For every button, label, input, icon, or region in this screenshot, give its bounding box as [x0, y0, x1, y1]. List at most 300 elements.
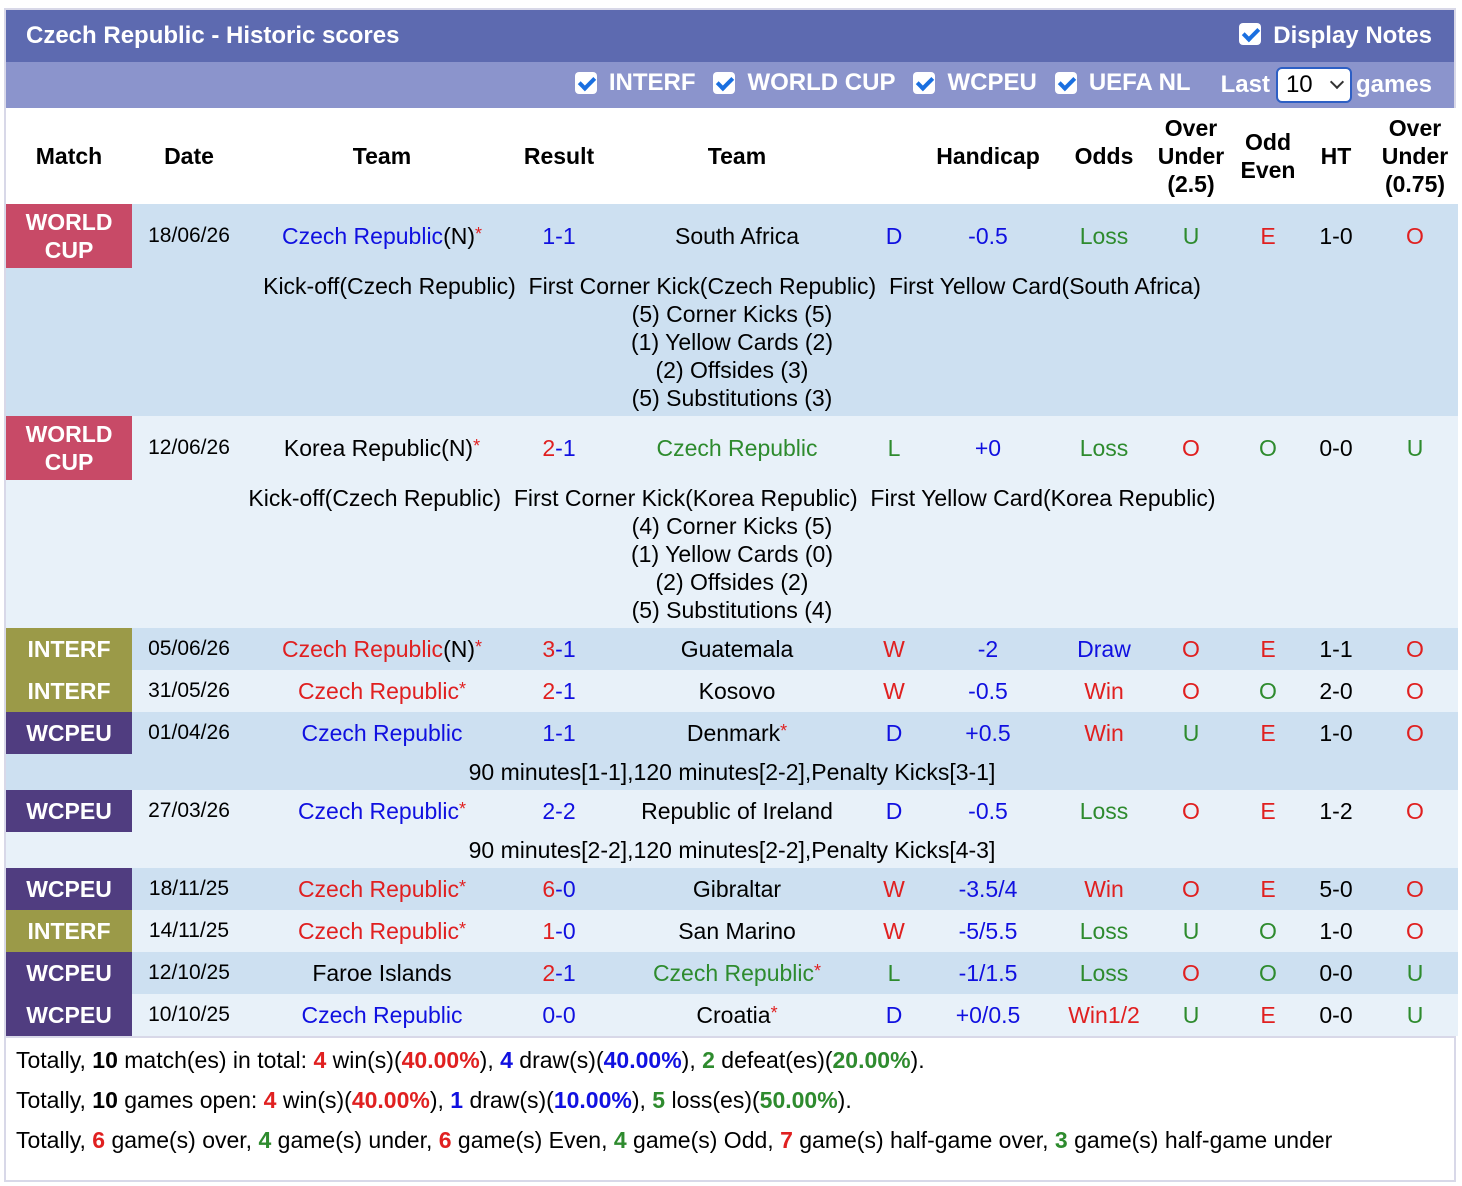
- odds-result: Loss: [1062, 910, 1146, 952]
- col-header-away-team: Team: [600, 108, 874, 204]
- table-row[interactable]: [6, 628, 1458, 670]
- games-label: games: [1355, 71, 1432, 98]
- away-team[interactable]: [600, 868, 874, 910]
- half-over-under-result: O: [1372, 628, 1458, 670]
- filter-uefa-nl[interactable]: [1055, 69, 1193, 97]
- summary-text: ),: [429, 1087, 451, 1113]
- summary-value: 3: [1054, 1127, 1068, 1153]
- odd-even-result: E: [1236, 204, 1300, 268]
- note-line: (5) Substitutions (3): [631, 385, 833, 411]
- last-games-value: 10: [1285, 71, 1313, 98]
- half-over-under-result: U: [1372, 952, 1458, 994]
- match-notes-row: [6, 832, 1458, 868]
- home-team-name[interactable]: Czech Republic: [297, 875, 460, 902]
- home-marker: *: [459, 876, 467, 897]
- half-time-score: 1-2: [1300, 790, 1372, 832]
- home-score: 2: [542, 434, 556, 461]
- summary-text: ),: [631, 1087, 653, 1113]
- match-date: 18/06/26: [132, 204, 246, 268]
- odd-even-result: O: [1236, 670, 1300, 712]
- match-result: D: [874, 790, 914, 832]
- competition-badge[interactable]: [6, 628, 132, 670]
- score-separator: -: [555, 719, 563, 746]
- home-team-name[interactable]: Czech Republic: [297, 917, 460, 944]
- neutral-marker: (N): [441, 434, 474, 461]
- summary-text: match(es) in total:: [117, 1047, 314, 1073]
- match-score[interactable]: [518, 204, 600, 268]
- home-score: 0: [542, 1001, 556, 1028]
- summary-value: 4: [613, 1127, 627, 1153]
- home-team[interactable]: [246, 994, 518, 1036]
- table-row[interactable]: [6, 868, 1458, 910]
- away-team-name[interactable]: Denmark: [686, 719, 781, 746]
- summary-text: draw(s)(: [512, 1047, 604, 1073]
- col-header-match: Match: [6, 108, 132, 204]
- match-score[interactable]: [518, 416, 600, 480]
- away-score: 1: [562, 677, 576, 704]
- over-under-result: O: [1146, 416, 1236, 480]
- over-under-result: O: [1146, 868, 1236, 910]
- match-notes: [6, 480, 1458, 628]
- col-header-ht: HT: [1300, 108, 1372, 204]
- summary-text: ).: [910, 1047, 925, 1073]
- match-date: 10/10/25: [132, 994, 246, 1036]
- home-team[interactable]: [246, 204, 518, 268]
- summary-value: 40.00%: [401, 1047, 480, 1073]
- odds-result: Loss: [1062, 204, 1146, 268]
- away-team[interactable]: [600, 670, 874, 712]
- match-date: 01/04/26: [132, 712, 246, 754]
- competition-badge[interactable]: [6, 790, 132, 832]
- filter-world-cup[interactable]: [713, 69, 897, 97]
- away-team-name[interactable]: Kosovo: [698, 677, 776, 704]
- match-score[interactable]: [518, 670, 600, 712]
- match-score[interactable]: [518, 790, 600, 832]
- summary-value: 10.00%: [553, 1087, 632, 1113]
- score-separator: -: [555, 635, 563, 662]
- match-result: D: [874, 204, 914, 268]
- summary-text: game(s) half-game under: [1067, 1127, 1333, 1153]
- home-marker: *: [473, 435, 481, 456]
- last-label: Last: [1220, 71, 1270, 98]
- score-separator: -: [555, 917, 563, 944]
- away-team-name[interactable]: Czech Republic: [652, 959, 815, 986]
- away-marker: *: [814, 960, 822, 981]
- note-line: 90 minutes[1-1],120 minutes[2-2],Penalty Kicks[3-1]: [468, 759, 996, 785]
- away-score: 1: [562, 434, 576, 461]
- summary-box: [6, 1036, 1454, 1160]
- score-separator: -: [555, 959, 563, 986]
- home-team[interactable]: [246, 790, 518, 832]
- summary-line: [6, 1040, 1454, 1080]
- match-score[interactable]: [518, 952, 600, 994]
- competition-label: INTERF: [27, 636, 111, 662]
- home-team-name[interactable]: Czech Republic: [297, 797, 460, 824]
- summary-text: defeat(es)(: [714, 1047, 833, 1073]
- away-marker: *: [780, 720, 788, 741]
- competition-label: WCPEU: [26, 960, 112, 986]
- col-header-home-team: Team: [246, 108, 518, 204]
- handicap-value: +0: [914, 416, 1062, 480]
- handicap-value: +0.5: [914, 712, 1062, 754]
- home-marker: *: [475, 636, 483, 657]
- odd-even-result: E: [1236, 868, 1300, 910]
- away-team[interactable]: [600, 910, 874, 952]
- half-over-under-result: U: [1372, 994, 1458, 1036]
- competition-badge[interactable]: [6, 670, 132, 712]
- competition-badge[interactable]: [6, 910, 132, 952]
- half-over-under-result: O: [1372, 204, 1458, 268]
- home-score: 1: [542, 719, 556, 746]
- table-row[interactable]: [6, 790, 1458, 832]
- summary-text: game(s) over,: [105, 1127, 259, 1153]
- handicap-value: -0.5: [914, 204, 1062, 268]
- competition-badge[interactable]: [6, 712, 132, 754]
- odd-even-result: E: [1236, 712, 1300, 754]
- col-header-date: Date: [132, 108, 246, 204]
- home-team-name[interactable]: Korea Republic: [283, 434, 442, 461]
- match-notes: [6, 268, 1458, 416]
- odd-even-result: O: [1236, 910, 1300, 952]
- summary-value: 6: [438, 1127, 452, 1153]
- match-date: 14/11/25: [132, 910, 246, 952]
- checkbox-checked-icon[interactable]: [1055, 72, 1077, 94]
- competition-badge[interactable]: [6, 994, 132, 1036]
- odd-even-result: E: [1236, 790, 1300, 832]
- home-team-name[interactable]: Faroe Islands: [312, 959, 452, 986]
- away-team-name[interactable]: South Africa: [674, 222, 800, 249]
- col-header-wdl: [874, 108, 914, 204]
- match-result: L: [874, 952, 914, 994]
- over-under-result: U: [1146, 910, 1236, 952]
- competition-label: INTERF: [27, 678, 111, 704]
- summary-value: 4: [258, 1127, 272, 1153]
- home-score: 3: [542, 635, 556, 662]
- away-team[interactable]: [600, 628, 874, 670]
- summary-value: 6: [92, 1127, 106, 1153]
- summary-value: 4: [500, 1047, 513, 1073]
- half-time-score: 1-0: [1300, 204, 1372, 268]
- summary-text: ),: [681, 1047, 703, 1073]
- note-line: (2) Offsides (3): [655, 357, 809, 383]
- summary-text: game(s) half-game over,: [792, 1127, 1055, 1153]
- summary-value: 10: [92, 1087, 118, 1113]
- summary-value: 4: [313, 1047, 327, 1073]
- match-result: W: [874, 868, 914, 910]
- home-team[interactable]: [246, 868, 518, 910]
- handicap-value: -3.5/4: [914, 868, 1062, 910]
- odd-even-result: E: [1236, 628, 1300, 670]
- match-notes-row: [6, 754, 1458, 790]
- col-header-over-under-2-5: Over Under (2.5): [1146, 108, 1236, 204]
- competition-badge[interactable]: [6, 952, 132, 994]
- summary-value: 10: [92, 1047, 118, 1073]
- summary-text: draw(s)(: [463, 1087, 554, 1113]
- note-line: Kick-off(Czech Republic) First Corner Kick(Czech Republic) First Yellow Card(South Africa): [263, 273, 1201, 299]
- away-team[interactable]: [600, 416, 874, 480]
- away-team[interactable]: [600, 712, 874, 754]
- match-score[interactable]: [518, 628, 600, 670]
- summary-value: 1: [450, 1087, 464, 1113]
- last-games-select[interactable]: [1276, 67, 1352, 103]
- summary-value: 4: [263, 1087, 277, 1113]
- away-marker: *: [770, 1002, 778, 1023]
- home-marker: *: [459, 678, 467, 699]
- away-score: 0: [562, 875, 576, 902]
- table-row[interactable]: [6, 204, 1458, 268]
- home-marker: *: [459, 918, 467, 939]
- home-team[interactable]: [246, 670, 518, 712]
- match-result: W: [874, 910, 914, 952]
- half-time-score: 0-0: [1300, 416, 1372, 480]
- half-time-score: 0-0: [1300, 994, 1372, 1036]
- home-team-name[interactable]: Czech Republic: [297, 677, 460, 704]
- home-marker: *: [475, 223, 483, 244]
- away-score: 0: [562, 917, 576, 944]
- over-under-result: U: [1146, 712, 1236, 754]
- away-team-name[interactable]: Croatia: [696, 1001, 771, 1028]
- note-line: (2) Offsides (2): [655, 569, 809, 595]
- table-row[interactable]: [6, 712, 1458, 754]
- competition-label: CUP: [44, 237, 94, 263]
- competition-label: WCPEU: [26, 876, 112, 902]
- match-result: D: [874, 712, 914, 754]
- results-table: [6, 108, 1458, 1036]
- away-score: 1: [562, 959, 576, 986]
- title-bar: [6, 10, 1454, 62]
- col-header-odds: Odds: [1062, 108, 1146, 204]
- home-team-name[interactable]: Czech Republic: [281, 635, 444, 662]
- note-line: (1) Yellow Cards (2): [631, 329, 833, 355]
- summary-value: 20.00%: [832, 1047, 911, 1073]
- home-team[interactable]: [246, 628, 518, 670]
- summary-line: [6, 1120, 1454, 1160]
- score-separator: -: [555, 1001, 563, 1028]
- checkbox-checked-icon[interactable]: [913, 72, 935, 94]
- score-separator: -: [555, 222, 563, 249]
- home-team[interactable]: [246, 712, 518, 754]
- summary-value: 7: [780, 1127, 793, 1153]
- summary-text: game(s) Odd,: [626, 1127, 781, 1153]
- summary-value: 2: [702, 1047, 715, 1073]
- odds-result: Win: [1062, 868, 1146, 910]
- half-time-score: 2-0: [1300, 670, 1372, 712]
- note-line: (4) Corner Kicks (5): [631, 513, 833, 539]
- handicap-value: -1/1.5: [914, 952, 1062, 994]
- away-team[interactable]: [600, 204, 874, 268]
- odd-even-result: O: [1236, 416, 1300, 480]
- competition-badge[interactable]: [6, 868, 132, 910]
- note-line: (5) Substitutions (4): [631, 597, 833, 623]
- checkbox-checked-icon[interactable]: [1239, 23, 1261, 45]
- score-separator: -: [555, 797, 563, 824]
- summary-value: 50.00%: [759, 1087, 838, 1113]
- over-under-result: U: [1146, 204, 1236, 268]
- handicap-value: +0/0.5: [914, 994, 1062, 1036]
- note-line: (5) Corner Kicks (5): [631, 301, 833, 327]
- handicap-value: -5/5.5: [914, 910, 1062, 952]
- competition-label: WCPEU: [26, 798, 112, 824]
- half-over-under-result: O: [1372, 712, 1458, 754]
- home-team-name[interactable]: Czech Republic: [301, 719, 463, 746]
- match-date: 27/03/26: [132, 790, 246, 832]
- odds-result: Loss: [1062, 790, 1146, 832]
- home-score: 1: [542, 222, 556, 249]
- summary-text: ).: [837, 1087, 852, 1113]
- summary-text: win(s)(: [276, 1087, 352, 1113]
- filter-interf[interactable]: [575, 69, 698, 97]
- handicap-value: -2: [914, 628, 1062, 670]
- half-time-score: 0-0: [1300, 952, 1372, 994]
- match-result: L: [874, 416, 914, 480]
- odds-result: Loss: [1062, 952, 1146, 994]
- competition-label: WCPEU: [26, 1002, 112, 1028]
- summary-value: 40.00%: [603, 1047, 682, 1073]
- match-score[interactable]: [518, 910, 600, 952]
- filter-bar: [6, 62, 1454, 108]
- away-score: 1: [562, 719, 576, 746]
- half-over-under-result: O: [1372, 910, 1458, 952]
- half-time-score: 1-0: [1300, 712, 1372, 754]
- competition-label: WORLD: [25, 421, 113, 447]
- away-team-name[interactable]: Republic of Ireland: [641, 797, 833, 824]
- home-team[interactable]: [246, 416, 518, 480]
- summary-text: Totally,: [16, 1127, 93, 1153]
- chevron-down-icon: [1330, 75, 1344, 89]
- note-line: (1) Yellow Cards (0): [631, 541, 833, 567]
- summary-text: win(s)(: [326, 1047, 402, 1073]
- table-row[interactable]: [6, 416, 1458, 480]
- table-row[interactable]: [6, 994, 1458, 1036]
- away-team[interactable]: [600, 790, 874, 832]
- score-separator: -: [555, 875, 563, 902]
- score-separator: -: [555, 677, 563, 704]
- away-team-name[interactable]: Czech Republic: [656, 434, 818, 461]
- home-team[interactable]: [246, 910, 518, 952]
- summary-text: Totally,: [16, 1087, 93, 1113]
- match-result: W: [874, 628, 914, 670]
- page-title: Czech Republic - Historic scores: [26, 22, 400, 49]
- odds-result: Win1/2: [1062, 994, 1146, 1036]
- summary-text: game(s) Even,: [451, 1127, 614, 1153]
- filter-wcpeu[interactable]: [913, 69, 1038, 97]
- match-notes: [6, 832, 1458, 868]
- away-team-name[interactable]: San Marino: [678, 917, 796, 944]
- score-separator: -: [555, 434, 563, 461]
- match-result: D: [874, 994, 914, 1036]
- filter-label: WCPEU: [947, 69, 1037, 96]
- filter-label: INTERF: [608, 69, 696, 96]
- away-team[interactable]: [600, 994, 874, 1036]
- neutral-marker: (N): [443, 222, 475, 249]
- match-date: 05/06/26: [132, 628, 246, 670]
- match-score[interactable]: [518, 712, 600, 754]
- competition-label: WORLD: [25, 209, 113, 235]
- summary-line: [6, 1080, 1454, 1120]
- match-date: 12/06/26: [132, 416, 246, 480]
- odds-result: Win: [1062, 670, 1146, 712]
- match-result: W: [874, 670, 914, 712]
- summary-value: 5: [652, 1087, 666, 1113]
- away-score: 1: [562, 222, 576, 249]
- competition-badge[interactable]: [6, 204, 132, 268]
- competition-label: WCPEU: [26, 720, 112, 746]
- competition-label: INTERF: [27, 918, 111, 944]
- filter-label: UEFA NL: [1088, 69, 1191, 96]
- odds-result: Draw: [1062, 628, 1146, 670]
- checkbox-checked-icon[interactable]: [713, 72, 735, 94]
- home-score: 6: [542, 875, 556, 902]
- away-team-name[interactable]: Gibraltar: [692, 875, 782, 902]
- col-header-odd-even: Odd Even: [1236, 108, 1300, 204]
- away-score: 0: [562, 1001, 576, 1028]
- half-time-score: 1-0: [1300, 910, 1372, 952]
- col-header-result: Result: [518, 108, 600, 204]
- away-score: 2: [562, 797, 576, 824]
- odds-result: Win: [1062, 712, 1146, 754]
- display-notes-label: Display Notes: [1273, 22, 1432, 49]
- half-over-under-result: O: [1372, 790, 1458, 832]
- summary-value: 40.00%: [351, 1087, 430, 1113]
- odd-even-result: E: [1236, 994, 1300, 1036]
- table-row[interactable]: [6, 952, 1458, 994]
- handicap-value: -0.5: [914, 670, 1062, 712]
- over-under-result: O: [1146, 628, 1236, 670]
- home-score: 2: [542, 677, 556, 704]
- summary-text: Totally,: [16, 1047, 93, 1073]
- match-date: 12/10/25: [132, 952, 246, 994]
- away-team[interactable]: [600, 952, 874, 994]
- competition-badge[interactable]: [6, 416, 132, 480]
- filter-label: WORLD CUP: [747, 69, 896, 96]
- table-header-row: [6, 108, 1458, 204]
- col-header-over-under-0-75: Over Under (0.75): [1372, 108, 1458, 204]
- half-over-under-result: U: [1372, 416, 1458, 480]
- odd-even-result: O: [1236, 952, 1300, 994]
- home-team-name[interactable]: Czech Republic: [301, 1001, 463, 1028]
- home-score: 1: [542, 917, 556, 944]
- summary-text: games open:: [117, 1087, 264, 1113]
- col-header-handicap: Handicap: [914, 108, 1062, 204]
- away-team-name[interactable]: Guatemala: [680, 635, 794, 662]
- match-score[interactable]: [518, 868, 600, 910]
- over-under-result: U: [1146, 994, 1236, 1036]
- home-score: 2: [542, 797, 556, 824]
- summary-text: ),: [479, 1047, 501, 1073]
- summary-text: loss(es)(: [665, 1087, 760, 1113]
- neutral-marker: (N): [443, 635, 475, 662]
- note-line: 90 minutes[2-2],120 minutes[2-2],Penalty Kicks[4-3]: [468, 837, 996, 863]
- checkbox-checked-icon[interactable]: [575, 72, 597, 94]
- home-team-name[interactable]: Czech Republic: [281, 222, 444, 249]
- home-team[interactable]: [246, 952, 518, 994]
- match-notes-row: [6, 480, 1458, 628]
- match-score[interactable]: [518, 994, 600, 1036]
- display-notes-toggle[interactable]: [1239, 22, 1432, 50]
- handicap-value: -0.5: [914, 790, 1062, 832]
- match-notes-row: [6, 268, 1458, 416]
- historic-scores-panel: [4, 8, 1456, 1182]
- competition-label: CUP: [44, 449, 94, 475]
- table-row[interactable]: [6, 670, 1458, 712]
- home-marker: *: [459, 798, 467, 819]
- table-row[interactable]: [6, 910, 1458, 952]
- half-time-score: 5-0: [1300, 868, 1372, 910]
- home-score: 2: [542, 959, 556, 986]
- summary-text: game(s) under,: [271, 1127, 439, 1153]
- half-over-under-result: O: [1372, 670, 1458, 712]
- match-notes: [6, 754, 1458, 790]
